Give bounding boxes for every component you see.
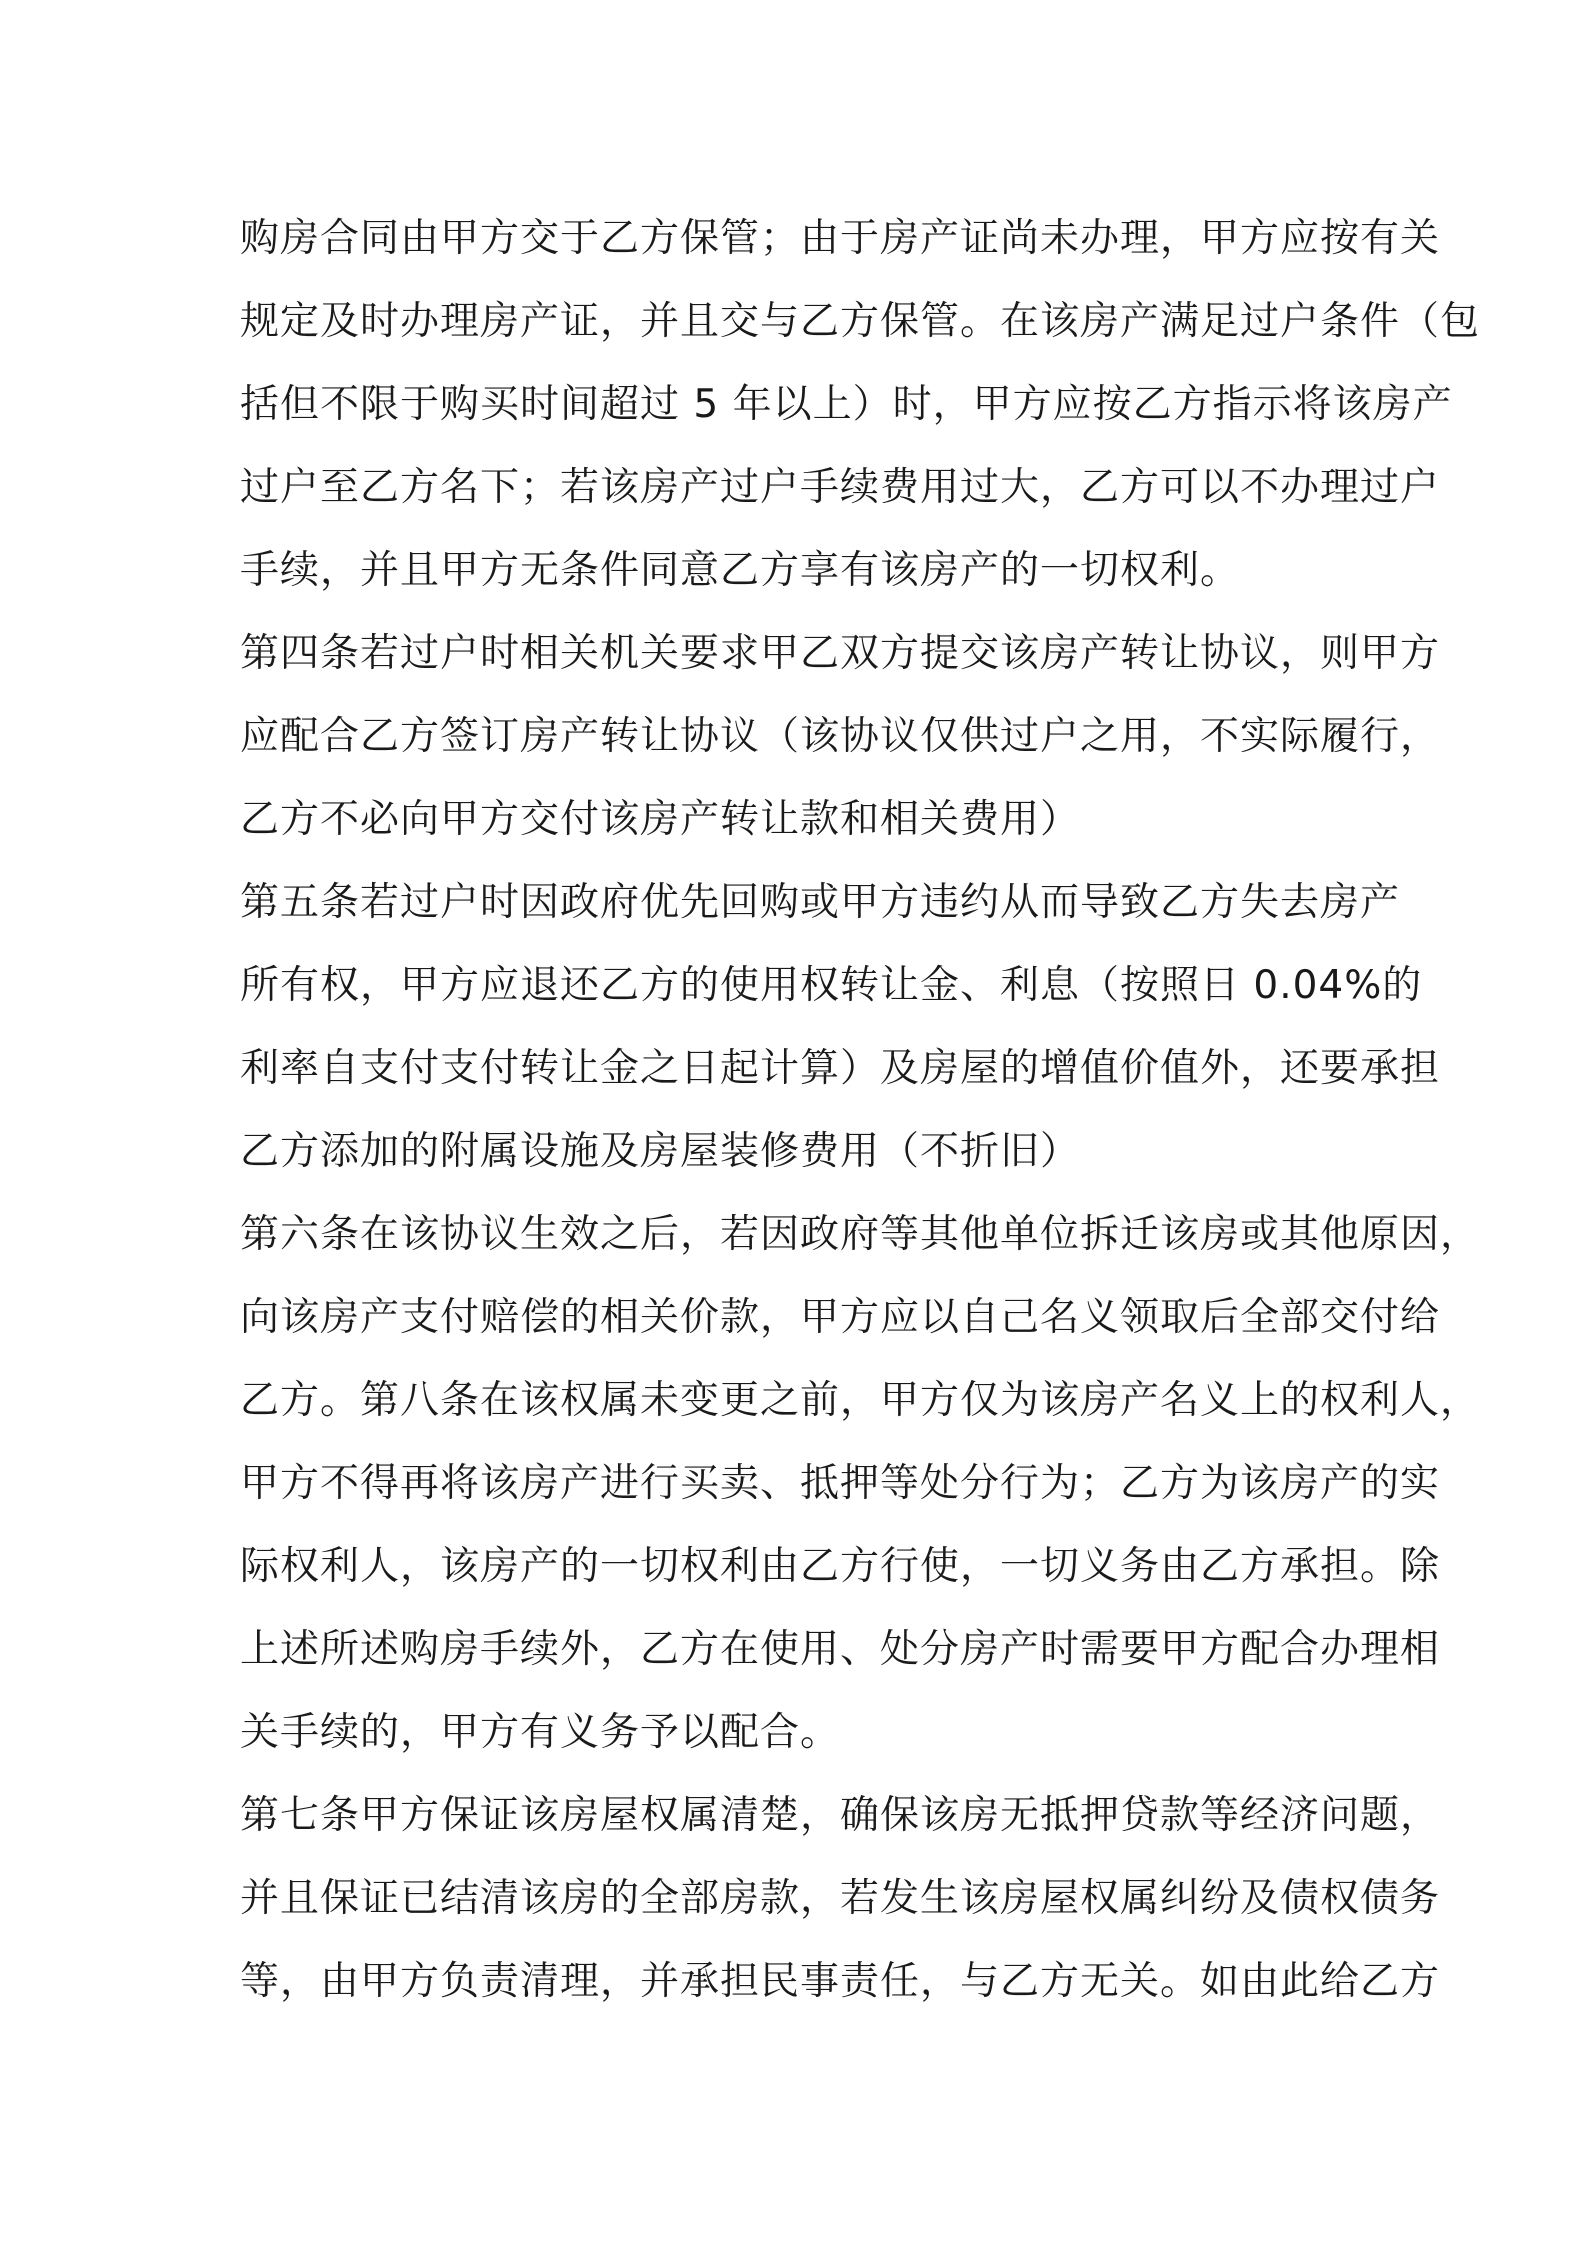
text-line: 所有权，甲方应退还乙方的使用权转让金、利息（按照日 0.04%的 [240, 963, 1423, 1008]
text-line: 手续，并且甲方无条件同意乙方享有该房产的一切权利。 [240, 548, 1241, 593]
text-line: 乙方不必向甲方交付该房产转让款和相关费用） [240, 797, 1081, 842]
text-line: 括但不限于购买时间超过 5 年以上）时，甲方应按乙方指示将该房产 [240, 382, 1453, 427]
text-line: 利率自支付支付转让金之日起计算）及房屋的增值价值外，还要承担 [240, 1046, 1441, 1091]
text-line: 向该房产支付赔偿的相关价款，甲方应以自己名义领取后全部交付给 [240, 1295, 1441, 1340]
text-line: 并且保证已结清该房的全部房款，若发生该房屋权属纠纷及债权债务 [240, 1876, 1441, 1921]
text-line: 规定及时办理房产证，并且交与乙方保管。在该房产满足过户条件（包 [240, 299, 1481, 344]
text-line: 乙方添加的附属设施及房屋装修费用（不折旧） [240, 1129, 1081, 1174]
article-7-line: 第七条甲方保证该房屋权属清楚，确保该房无抵押贷款等经济问题， [240, 1793, 1441, 1838]
text-line: 过户至乙方名下；若该房产过户手续费用过大，乙方可以不办理过户 [240, 465, 1441, 510]
text-line: 际权利人，该房产的一切权利由乙方行使，一切义务由乙方承担。除 [240, 1544, 1441, 1589]
text-line: 等，由甲方负责清理，并承担民事责任，与乙方无关。如由此给乙方 [240, 1959, 1441, 2004]
article-4-line: 第四条若过户时相关机关要求甲乙双方提交该房产转让协议，则甲方 [240, 631, 1441, 676]
text-line: 乙方。第八条在该权属未变更之前，甲方仅为该房产名义上的权利人， [240, 1378, 1481, 1423]
article-5-line: 第五条若过户时因政府优先回购或甲方违约从而导致乙方失去房产 [240, 880, 1401, 925]
text-line: 应配合乙方签订房产转让协议（该协议仅供过户之用，不实际履行， [240, 714, 1441, 759]
text-line: 甲方不得再将该房产进行买卖、抵押等处分行为；乙方为该房产的实 [240, 1461, 1441, 1506]
contract-body-text [240, 197, 1481, 2023]
text-line: 关手续的，甲方有义务予以配合。 [240, 1710, 841, 1755]
article-6-line: 第六条在该协议生效之后，若因政府等其他单位拆迁该房或其他原因， [240, 1212, 1481, 1257]
text-line: 购房合同由甲方交于乙方保管；由于房产证尚未办理，甲方应按有关 [240, 216, 1441, 261]
text-line: 上述所述购房手续外，乙方在使用、处分房产时需要甲方配合办理相 [240, 1627, 1441, 1672]
